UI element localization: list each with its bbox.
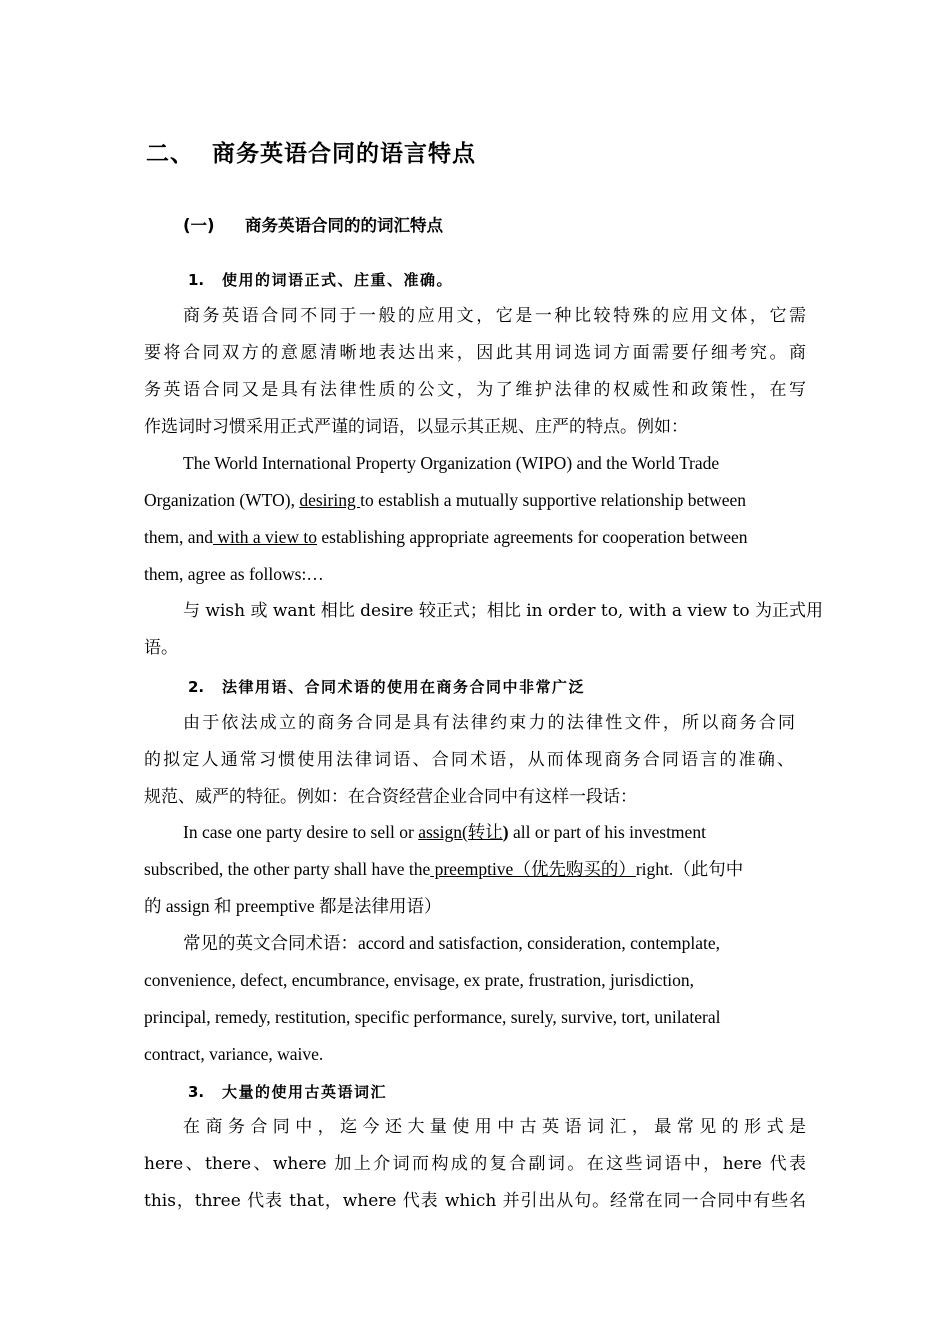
- example-line: them, and with a view to establishing appropriate agreements for cooperation between: [144, 527, 748, 547]
- section-heading: [146, 135, 476, 168]
- example-line: The World International Property Organization (WIPO) and the World Trade: [183, 453, 720, 473]
- underlined-term: with a view to: [213, 527, 318, 547]
- subsection-heading: [183, 212, 443, 236]
- paragraph-line: 的拟定人通常习惯使用法律词语、合同术语，从而体现商务合同语言的准确、: [144, 750, 794, 770]
- terms-line: convenience, defect, encumbrance, envisage, ex prate, frustration, jurisdiction,: [144, 970, 695, 990]
- paragraph-line: here、there、where 加上介词而构成的复合副词。在这些词语中，here 代表: [144, 1154, 806, 1174]
- example-line: 的 assign 和 preemptive 都是法律用语）: [144, 896, 442, 916]
- paragraph-line: 务英语合同又是具有法律性质的公文，为了维护法律的权威性和政策性，在写: [144, 380, 806, 400]
- note-line: 语。: [144, 638, 178, 658]
- paragraph-line: 商务英语合同不同于一般的应用文，它是一种比较特殊的应用文体，它需: [183, 306, 806, 326]
- example-line: them, agree as follows:…: [144, 564, 324, 584]
- paragraph-line: 在商务合同中，迄今还大量使用中古英语词汇，最常见的形式是: [183, 1117, 806, 1137]
- example-line: In case one party desire to sell or assign(转让) all or part of his investment: [183, 822, 706, 842]
- terms-line: 常见的英文合同术语：accord and satisfaction, consideration, contemplate,: [183, 933, 721, 953]
- terms-line: contract, variance, waive.: [144, 1044, 324, 1064]
- item-heading-1: 1. 使用的词语正式、庄重、准确。: [188, 271, 454, 289]
- paragraph-line: 规范、威严的特征。例如：在合资经营企业合同中有这样一段话：: [144, 787, 637, 807]
- section-title: 商务英语合同的语言特点: [212, 141, 476, 167]
- note-line: 与 wish 或 want 相比 desire 较正式；相比 in order to, with a view to 为正式用: [183, 601, 823, 621]
- item-heading-3: 3. 大量的使用古英语词汇: [188, 1083, 388, 1101]
- example-line: subscribed, the other party shall have the preemptive（优先购买的）right.（此句中: [144, 859, 744, 879]
- terms-line: principal, remedy, restitution, specific performance, surely, survive, tort, unilateral: [144, 1007, 721, 1027]
- item-heading-2: 2. 法律用语、合同术语的使用在商务合同中非常广泛: [188, 678, 586, 696]
- subsection-title: 商务英语合同的的词汇特点: [245, 216, 443, 235]
- paragraph-line: 由于依法成立的商务合同是具有法律约束力的法律性文件，所以商务合同: [183, 713, 795, 733]
- underlined-term: desiring: [299, 490, 361, 510]
- subsection-number: (一): [183, 216, 215, 235]
- paragraph-line: this，three 代表 that，where 代表 which 并引出从句。经常在同一合同中有些名: [144, 1191, 806, 1211]
- section-number: 二、: [146, 141, 194, 167]
- paragraph-line: 作选词时习惯采用正式严谨的词语，以显示其正规、庄严的特点。例如：: [144, 417, 688, 437]
- example-line: Organization (WTO), desiring to establish a mutually supportive relationship between: [144, 490, 747, 510]
- underlined-term: assign(转让: [418, 822, 503, 842]
- underlined-term: preemptive（优先购买的）: [430, 859, 636, 879]
- paragraph-line: 要将合同双方的意愿清晰地表达出来，因此其用词选词方面需要仔细考究。商: [144, 343, 806, 363]
